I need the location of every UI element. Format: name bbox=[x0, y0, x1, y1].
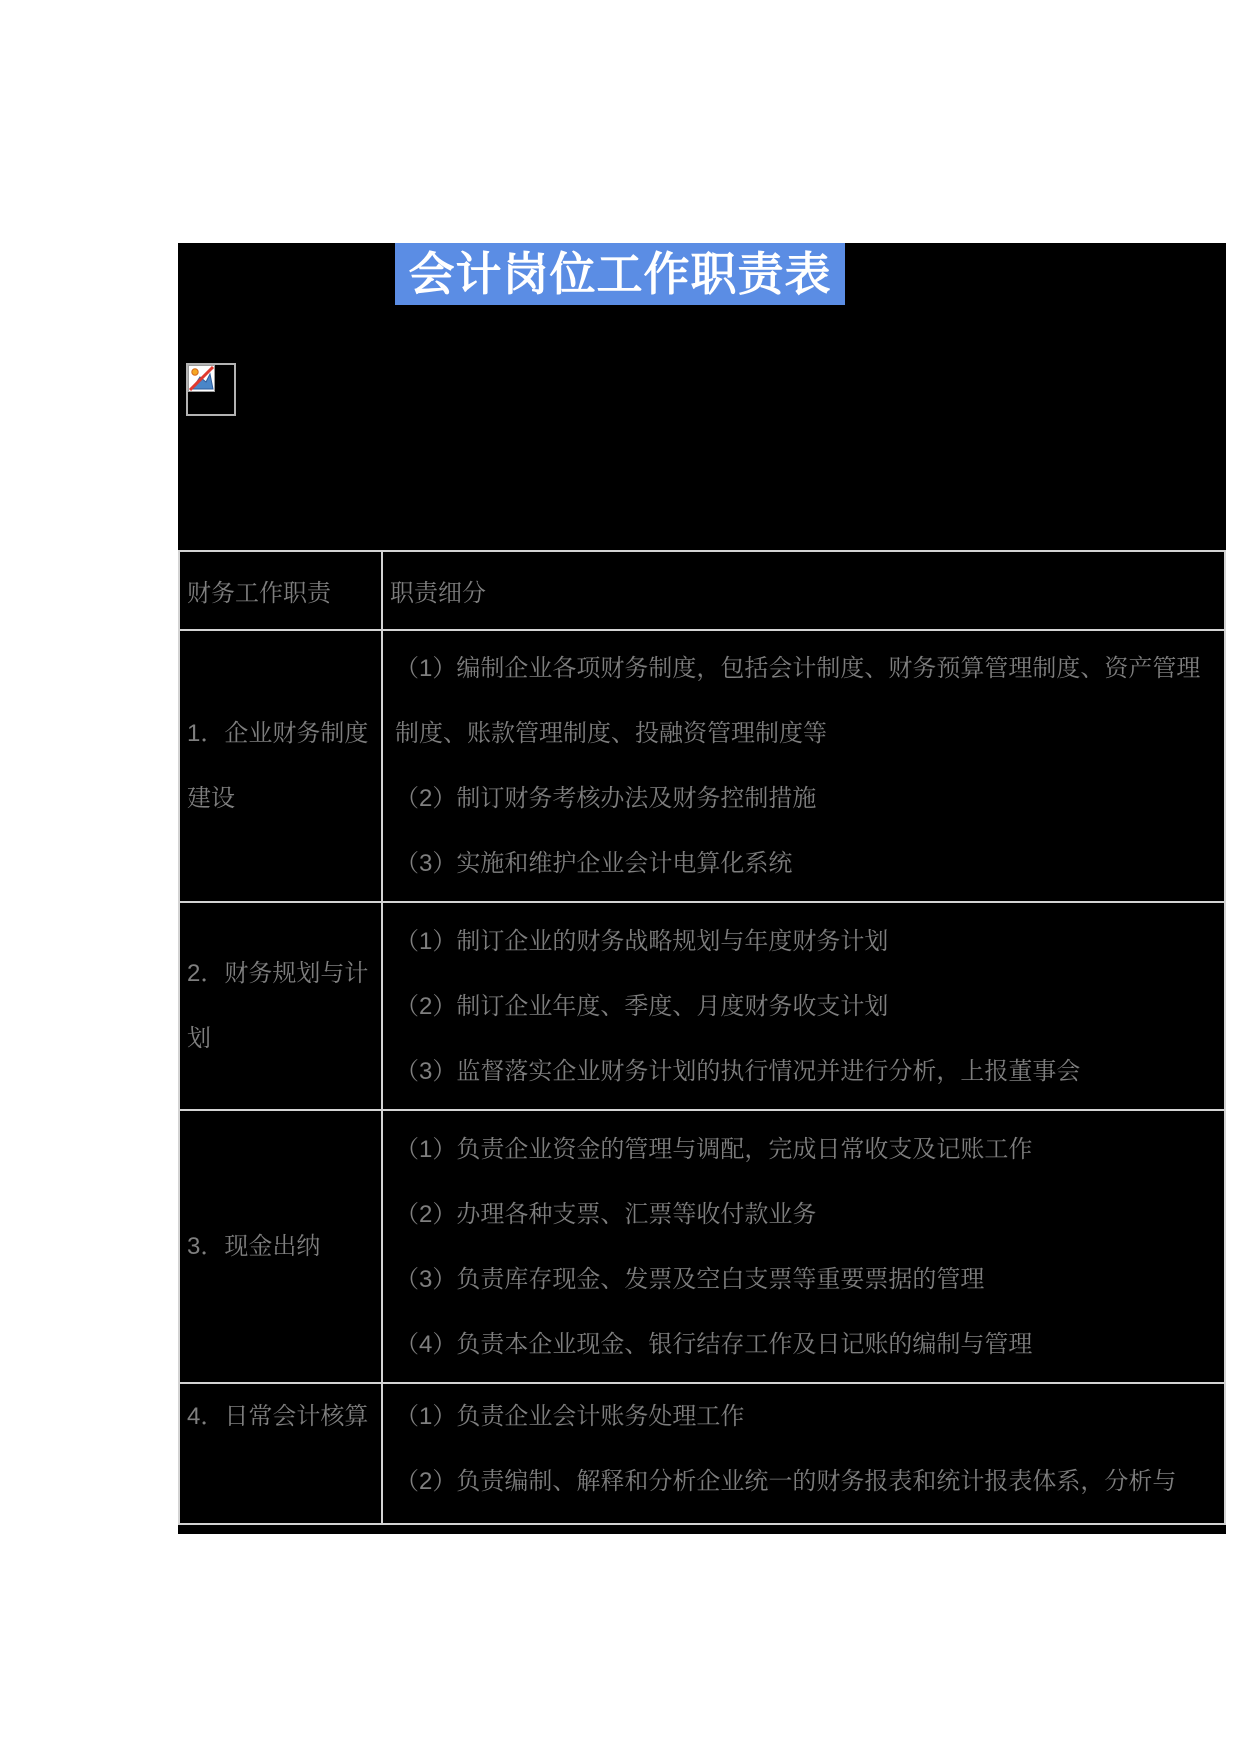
item-text: （4）负责本企业现金、银行结存工作及日记账的编制与管理 bbox=[395, 1330, 1033, 1358]
item-text: （3）监督落实企业财务计划的执行情况并进行分析，上报董事会 bbox=[395, 1057, 1081, 1085]
column-header-detail: 职责细分 bbox=[382, 551, 1225, 630]
item-text: （2）办理各种支票、汇票等收付款业务 bbox=[395, 1200, 817, 1228]
page-title: 会计岗位工作职责表 bbox=[395, 243, 845, 305]
item-text: （2）负责编制、解释和分析企业统一的财务报表和统计报表体系，分析与 bbox=[395, 1468, 1177, 1495]
table-row bbox=[179, 1110, 1225, 1383]
table-row bbox=[179, 902, 1225, 1110]
category-cell: 2．财务规划与计划 bbox=[179, 902, 382, 1110]
category-cell: 4．日常会计核算 bbox=[179, 1383, 382, 1524]
item-text: （1）负责企业资金的管理与调配，完成日常收支及记账工作 bbox=[395, 1135, 1033, 1163]
item-text: （1）制订企业的财务战略规划与年度财务计划 bbox=[395, 927, 889, 955]
items-cell bbox=[382, 630, 1225, 902]
item-text: （2）制订财务考核办法及财务控制措施 bbox=[395, 785, 817, 812]
items-cell bbox=[382, 1383, 1225, 1524]
items-cell bbox=[382, 902, 1225, 1110]
table-row bbox=[179, 1383, 1225, 1524]
broken-image-placeholder bbox=[186, 363, 236, 416]
item-text: （3）实施和维护企业会计电算化系统 bbox=[395, 850, 793, 877]
category-cell: 1．企业财务制度建设 bbox=[179, 630, 382, 902]
category-cell: 3．现金出纳 bbox=[179, 1110, 382, 1383]
item-text: （1）负责企业会计账务处理工作 bbox=[395, 1403, 745, 1430]
item-text: （2）制订企业年度、季度、月度财务收支计划 bbox=[395, 992, 889, 1020]
item-text: （3）负责库存现金、发票及空白支票等重要票据的管理 bbox=[395, 1265, 985, 1293]
item-text: （1）编制企业各项财务制度，包括会计制度、财务预算管理制度、资产管理制度、账款管理制度、投融资管理制度等 bbox=[395, 655, 1201, 747]
responsibilities-table bbox=[178, 550, 1226, 1525]
column-header-duty: 财务工作职责 bbox=[179, 551, 382, 630]
table-row bbox=[179, 630, 1225, 902]
items-cell bbox=[382, 1110, 1225, 1383]
table-header-row bbox=[179, 551, 1225, 630]
document-body bbox=[178, 243, 1226, 1534]
